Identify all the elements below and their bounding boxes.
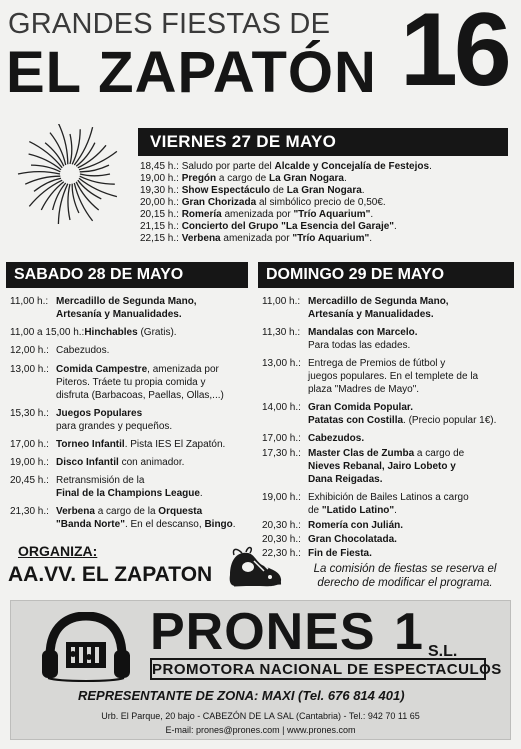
event-highlight: Mercadillo de Segunda Mano, bbox=[56, 296, 197, 307]
event-line bbox=[308, 547, 516, 560]
event-line bbox=[308, 295, 516, 308]
friday-event bbox=[140, 185, 432, 197]
event-line bbox=[56, 389, 254, 402]
event-highlight: Pregón bbox=[181, 173, 217, 184]
shoe-icon bbox=[224, 545, 286, 591]
event-time: 17,00 h.: bbox=[10, 439, 49, 450]
event-time: 20,30 h.: bbox=[262, 534, 301, 545]
event-highlight: Patatas con Costilla bbox=[308, 415, 404, 426]
headphones-logo-icon bbox=[40, 612, 132, 682]
event-description bbox=[56, 344, 254, 357]
event-highlight: Verbena bbox=[181, 233, 221, 244]
event-highlight: La Gran Nogara bbox=[268, 173, 344, 184]
sabado-event bbox=[10, 407, 254, 433]
event-text: Saludo por parte del bbox=[181, 161, 275, 172]
sabado-event bbox=[10, 474, 254, 500]
event-highlight: Concierto del Grupo bbox=[181, 221, 279, 232]
event-text: 18,45 h.: bbox=[140, 161, 182, 172]
sponsor-address: Urb. El Parque, 20 bajo - CABEZÓN DE LA SAL (Cantabria) - Tel.: 942 70 11 65 bbox=[101, 711, 420, 721]
firework-ray bbox=[68, 184, 70, 220]
event-highlight: Dana Reigadas. bbox=[308, 474, 383, 485]
event-text: . bbox=[394, 221, 397, 232]
event-description bbox=[308, 357, 516, 396]
event-line bbox=[56, 376, 254, 389]
domingo-event bbox=[262, 447, 516, 486]
friday-event bbox=[140, 173, 432, 185]
event-text: Cabezudos. bbox=[56, 345, 110, 356]
event-highlight: La Gran Nogara bbox=[286, 185, 362, 196]
event-highlight: Nieves Rebanal, Jairo Lobeto y bbox=[308, 461, 456, 472]
event-line bbox=[56, 438, 254, 451]
event-description bbox=[308, 519, 516, 532]
event-line bbox=[308, 432, 516, 445]
event-time: 13,00 h.: bbox=[262, 358, 301, 369]
event-description bbox=[308, 533, 516, 546]
event-line bbox=[56, 295, 254, 308]
event-highlight: Verbena bbox=[56, 506, 95, 517]
event-text: a cargo de bbox=[216, 173, 269, 184]
event-highlight: Mandalas con Marcelo. bbox=[308, 327, 418, 338]
event-highlight: Artesanía y Manualidades. bbox=[56, 309, 182, 320]
event-highlight: Final de la Champions League bbox=[56, 488, 200, 499]
sabado-event bbox=[10, 456, 254, 469]
event-text: disfruta (Barbacoas, Paellas, Ollas,...) bbox=[56, 390, 224, 401]
event-text: para grandes y pequeños. bbox=[56, 421, 173, 432]
event-description bbox=[84, 326, 254, 339]
event-line bbox=[56, 344, 254, 357]
event-text: 19,00 h.: bbox=[140, 173, 182, 184]
event-text: , amenizada por bbox=[147, 364, 219, 375]
domingo-event bbox=[262, 547, 516, 560]
event-line bbox=[56, 487, 254, 500]
organiza-label: ORGANIZA: bbox=[18, 543, 98, 559]
event-line bbox=[308, 326, 516, 339]
friday-event bbox=[140, 233, 432, 245]
event-line bbox=[56, 456, 254, 469]
event-description bbox=[308, 432, 516, 445]
event-time: 11,00 h.: bbox=[262, 296, 301, 307]
event-line bbox=[308, 447, 516, 460]
sunday-schedule bbox=[262, 295, 516, 560]
event-line bbox=[308, 460, 516, 473]
event-description bbox=[56, 438, 254, 451]
sabado-event bbox=[10, 344, 254, 357]
event-line bbox=[308, 519, 516, 532]
event-line bbox=[56, 420, 254, 433]
friday-schedule bbox=[140, 161, 432, 245]
event-description bbox=[56, 363, 254, 402]
event-highlight: Comida Campestre bbox=[56, 364, 148, 375]
firework-ray bbox=[80, 174, 110, 176]
event-time: 21,30 h.: bbox=[10, 506, 49, 517]
sabado-event bbox=[10, 326, 254, 339]
header-title: EL ZAPATÓN bbox=[6, 40, 377, 105]
event-text: 20,00 h.: bbox=[140, 197, 182, 208]
event-time: 15,30 h.: bbox=[10, 408, 49, 419]
event-highlight: Torneo Infantil bbox=[56, 439, 125, 450]
event-line bbox=[308, 370, 516, 383]
firework-ray bbox=[53, 183, 66, 210]
friday-event bbox=[140, 221, 432, 233]
event-text: 21,15 h.: bbox=[140, 221, 182, 232]
event-description bbox=[308, 491, 516, 517]
event-highlight: Alcalde y Concejalía de Festejos bbox=[274, 161, 430, 172]
event-time: 11,30 h.: bbox=[262, 327, 301, 338]
event-highlight: Show Espectáculo bbox=[181, 185, 271, 196]
event-text: 20,15 h.: bbox=[140, 209, 182, 220]
event-text: (Gratis). bbox=[137, 327, 177, 338]
event-text: . Pista IES El Zapatón. bbox=[124, 439, 226, 450]
event-line bbox=[84, 326, 254, 339]
event-text: . bbox=[232, 519, 236, 530]
event-description bbox=[308, 447, 516, 486]
event-highlight: Artesanía y Manualidades. bbox=[308, 309, 434, 320]
friday-header: VIERNES 27 DE MAYO bbox=[138, 128, 508, 156]
event-text: . bbox=[344, 173, 347, 184]
sponsor-number: 1 bbox=[394, 603, 423, 661]
domingo-event bbox=[262, 491, 516, 517]
sponsor-contact: E-mail: prones@prones.com | www.prones.com bbox=[165, 725, 356, 735]
event-time: 17,30 h.: bbox=[262, 448, 301, 459]
event-line bbox=[308, 504, 516, 517]
sunday-header: DOMINGO 29 DE MAYO bbox=[258, 262, 514, 288]
event-text: amenizada por bbox=[221, 209, 294, 220]
event-text: Exhibición de Bailes Latinos a cargo bbox=[308, 492, 469, 503]
event-highlight: Juegos Populares bbox=[56, 408, 143, 419]
event-highlight: Gran Chocolatada. bbox=[308, 534, 397, 545]
firework-ray bbox=[45, 143, 64, 167]
friday-event bbox=[140, 209, 432, 221]
event-line bbox=[56, 363, 254, 376]
event-line bbox=[308, 339, 516, 352]
domingo-event bbox=[262, 326, 516, 352]
sabado-event bbox=[10, 295, 254, 321]
event-text: plaza "Madres de Mayo". bbox=[308, 384, 420, 395]
event-text: de bbox=[308, 505, 322, 516]
event-line bbox=[56, 407, 254, 420]
event-highlight: "La Esencia del Garaje" bbox=[281, 221, 395, 232]
event-text: al simbólico precio de 0,50€. bbox=[256, 197, 386, 208]
event-time: 20,30 h.: bbox=[262, 520, 301, 531]
event-highlight: "Trío Aquarium" bbox=[293, 209, 371, 220]
event-highlight: Gran Chorizada bbox=[181, 197, 257, 208]
event-description bbox=[56, 474, 254, 500]
domingo-event bbox=[262, 357, 516, 396]
event-highlight: Orquesta bbox=[158, 506, 203, 517]
event-text: Para todas las edades. bbox=[308, 340, 411, 351]
event-description bbox=[56, 456, 254, 469]
event-time: 12,00 h.: bbox=[10, 345, 49, 356]
event-text: juegos populares. En el templete de la bbox=[308, 371, 479, 382]
saturday-header: SABADO 28 DE MAYO bbox=[6, 262, 248, 288]
header-line1: GRANDES FIESTAS DE bbox=[8, 8, 331, 40]
saturday-schedule bbox=[10, 295, 254, 531]
event-time: 19,00 h.: bbox=[262, 492, 301, 503]
event-time: 19,00 h.: bbox=[10, 457, 49, 468]
event-time: 13,00 h.: bbox=[10, 364, 49, 375]
event-description bbox=[308, 547, 516, 560]
event-text: Piteros. Tráete tu propia comida y bbox=[56, 377, 206, 388]
domingo-event bbox=[262, 401, 516, 427]
event-time: 20,45 h.: bbox=[10, 475, 49, 486]
event-highlight: Romería con Julián. bbox=[308, 520, 404, 531]
event-description bbox=[308, 295, 516, 321]
domingo-event bbox=[262, 295, 516, 321]
event-highlight: Cabezudos. bbox=[308, 433, 365, 444]
disclaimer-note: La comisión de fiestas se reserva el derecho de modificar el programa. bbox=[313, 563, 497, 589]
sabado-event bbox=[10, 438, 254, 451]
event-description bbox=[308, 401, 516, 427]
event-text: con animador. bbox=[118, 457, 185, 468]
event-description bbox=[56, 505, 254, 531]
event-line bbox=[56, 505, 254, 518]
event-highlight: Gran Comida Popular. bbox=[308, 402, 414, 413]
firework-ray bbox=[70, 134, 72, 164]
event-line bbox=[308, 414, 516, 427]
event-line bbox=[56, 518, 254, 531]
event-description bbox=[56, 407, 254, 433]
event-text: a cargo de la bbox=[94, 506, 159, 517]
event-line bbox=[308, 308, 516, 321]
domingo-event bbox=[262, 519, 516, 532]
event-text: 22,15 h.: bbox=[140, 233, 182, 244]
event-text: Retransmisión de la bbox=[56, 475, 145, 486]
event-time: 17,00 h.: bbox=[262, 433, 301, 444]
event-text: . (Precio popular 1€). bbox=[403, 415, 497, 426]
event-text: . bbox=[394, 505, 397, 516]
event-text: de bbox=[270, 185, 287, 196]
event-time: 22,30 h.: bbox=[262, 548, 301, 559]
event-time: 14,00 h.: bbox=[262, 402, 301, 413]
event-text: . bbox=[369, 233, 373, 244]
event-highlight: Romería bbox=[181, 209, 222, 220]
edition-number: 16 bbox=[400, 0, 508, 108]
event-description bbox=[308, 326, 516, 352]
event-line bbox=[56, 308, 254, 321]
event-text: . bbox=[370, 209, 374, 220]
event-description bbox=[56, 295, 254, 321]
event-text: 19,30 h.: bbox=[140, 185, 182, 196]
event-text: . En el descanso, bbox=[124, 519, 205, 530]
event-highlight: "Trío Aquarium" bbox=[292, 233, 370, 244]
event-text: Entrega de Premios de fútbol y bbox=[308, 358, 446, 369]
event-highlight: "Latido Latino" bbox=[321, 505, 395, 516]
event-highlight: Mercadillo de Segunda Mano, bbox=[308, 296, 449, 307]
sabado-event bbox=[10, 505, 254, 531]
firework-ray bbox=[58, 184, 67, 224]
event-line bbox=[308, 357, 516, 370]
event-line bbox=[56, 474, 254, 487]
sponsor-name: PRONES bbox=[150, 603, 376, 661]
event-text: a cargo de bbox=[414, 448, 465, 459]
event-text: . bbox=[199, 488, 203, 499]
sponsor-representative: REPRESENTANTE DE ZONA: MAXI (Tel. 676 814 401) bbox=[78, 688, 405, 703]
event-highlight: Bingo bbox=[204, 519, 233, 530]
domingo-event bbox=[262, 432, 516, 445]
friday-event bbox=[140, 161, 432, 173]
sabado-event bbox=[10, 363, 254, 402]
event-time: 11,00 a 15,00 h.: bbox=[10, 327, 85, 338]
event-highlight: Hinchables bbox=[84, 327, 138, 338]
event-line bbox=[308, 491, 516, 504]
sponsor-suffix: S.L. bbox=[428, 643, 458, 660]
event-text: . bbox=[429, 161, 432, 172]
fireworks-icon bbox=[16, 124, 124, 224]
event-highlight: Disco Infantil bbox=[56, 457, 119, 468]
event-highlight: "Banda Norte" bbox=[56, 519, 125, 530]
event-highlight: Fin de Fiesta. bbox=[308, 548, 372, 559]
event-text: . bbox=[361, 185, 365, 196]
event-text: amenizada por bbox=[220, 233, 293, 244]
friday-event bbox=[140, 197, 432, 209]
event-line bbox=[308, 401, 516, 414]
event-line bbox=[308, 383, 516, 396]
domingo-event bbox=[262, 533, 516, 546]
event-highlight: Master Clas de Zumba bbox=[308, 448, 415, 459]
organizer-name: AA.VV. EL ZAPATON bbox=[8, 563, 213, 586]
event-line bbox=[308, 533, 516, 546]
firework-ray bbox=[18, 172, 60, 174]
sponsor-subtitle: PROMOTORA NACIONAL DE ESPECTACULOS bbox=[150, 658, 486, 680]
event-line bbox=[308, 473, 516, 486]
event-time: 11,00 h.: bbox=[10, 296, 49, 307]
